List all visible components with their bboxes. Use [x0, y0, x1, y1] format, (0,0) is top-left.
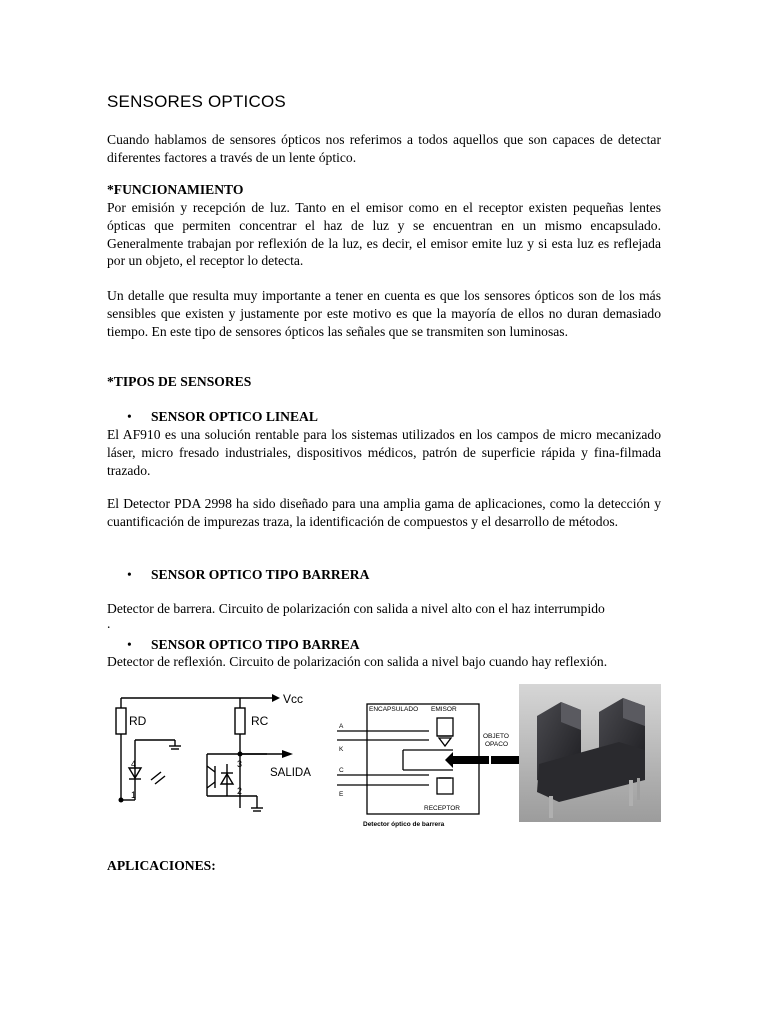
sensor-photo [519, 684, 661, 822]
page-title: SENSORES OPTICOS [107, 92, 286, 111]
bullet-marker: • [127, 567, 132, 582]
barrea-heading [127, 636, 360, 654]
emisor-label: EMISOR [431, 706, 457, 713]
lineal-heading [127, 408, 318, 426]
opaco-label: OPACO [485, 741, 508, 748]
detalle-paragraph: Un detalle que resulta muy importante a tener en cuenta es que los sensores ópticos son de los más sensibles que existen y justamente por este motivo es que la mayoría de ellos no duran demasiado tiempo. En este tipo de sensores ópticos las señales que se transmiten son luminosas. [107, 288, 661, 339]
bullet-marker: • [127, 637, 132, 652]
figures-row [107, 684, 662, 834]
pin-a-label: A [339, 723, 344, 730]
barrera-paragraph: Detector de barrera. Circuito de polarización con salida a nivel alto con el haz interrumpido [107, 601, 605, 616]
barrier-caption: Detector óptico de barrera [363, 821, 445, 828]
barrier-detector-diagram [333, 694, 523, 834]
circuit-diagram [107, 684, 322, 834]
barrera-heading [127, 566, 369, 584]
vcc-label: Vcc [283, 692, 304, 706]
lineal-heading-text: SENSOR OPTICO LINEAL [151, 409, 318, 424]
pin-2-label: 2 [237, 786, 243, 796]
pin-c-label: C [339, 767, 344, 774]
aplicaciones-heading: APLICACIONES: [107, 858, 216, 873]
encapsulado-label: ENCAPSULADO [369, 706, 419, 713]
objeto-label: OBJETO [483, 733, 509, 740]
tipos-heading: *TIPOS DE SENSORES [107, 374, 252, 389]
lineal-paragraph-1: El AF910 es una solución rentable para los sistemas utilizados en los campos de micro mecanizado láser, micro fresado industriales, dispositivos médicos, patrón de superficie rápida y fina-filmada trazado. [107, 427, 661, 478]
barrea-paragraph: Detector de reflexión. Circuito de polarización con salida a nivel bajo cuando hay reflexión. [107, 654, 608, 669]
rc-label: RC [251, 714, 269, 728]
bullet-marker: • [127, 409, 132, 424]
barrea-heading-text: SENSOR OPTICO TIPO BARREA [151, 637, 360, 652]
pin-4-label: 4 [131, 759, 137, 769]
lineal-paragraph-2: El Detector PDA 2998 ha sido diseñado para una amplia gama de aplicaciones, como la detección y cuantificación de impurezas traza, la identificación de compuestos y el desarrollo de métodos. [107, 496, 661, 529]
barrera-heading-text: SENSOR OPTICO TIPO BARRERA [151, 567, 370, 582]
pin-1-label: 1 [131, 790, 137, 800]
funcionamiento-paragraph: Por emisión y recepción de luz. Tanto en el emisor como en el receptor existen pequeñas lentes ópticas que permiten concentrar el haz de luz y se encuentran en un mismo encapsulado. Generalmente trabajan por reflexión de la luz, es decir, el emisor emite luz y si esta luz es reflejada por un objeto, el receptor lo detecta. [107, 200, 661, 269]
funcionamiento-heading: *FUNCIONAMIENTO [107, 182, 244, 197]
pin-3-label: 3 [237, 759, 243, 769]
stray-dot: . [107, 616, 111, 631]
pin-e-label: E [339, 791, 344, 798]
salida-label: SALIDA [270, 767, 311, 779]
pin-k-label: K [339, 746, 344, 753]
rd-label: RD [129, 714, 147, 728]
intro-paragraph: Cuando hablamos de sensores ópticos nos referimos a todos aquellos que son capaces de detectar diferentes factores a través de un lente óptico. [107, 132, 661, 165]
receptor-label: RECEPTOR [424, 805, 460, 812]
